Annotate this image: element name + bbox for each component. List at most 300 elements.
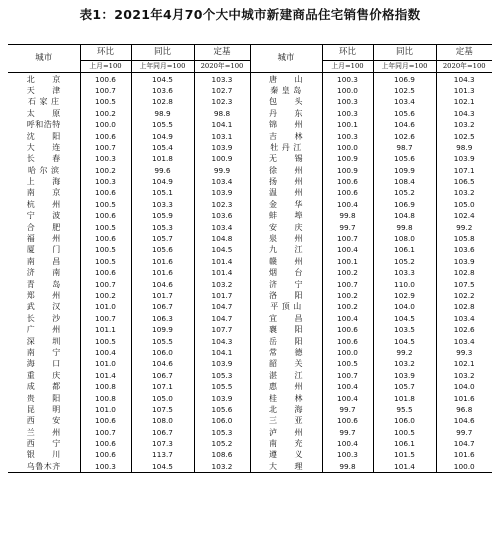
right-city-cell: 惠 州	[250, 381, 322, 392]
left-base-cell: 103.4	[194, 221, 250, 232]
left-city-cell: 青 岛	[26, 279, 61, 289]
left-yoy-cell: 104.5	[131, 461, 194, 473]
table-row	[8, 278, 492, 289]
right-city-cell: 唐 山	[250, 73, 322, 85]
right-mom-cell: 100.7	[322, 370, 373, 381]
right-city-cell: 蚌 埠	[250, 210, 322, 221]
left-mom-cell: 100.7	[80, 85, 131, 96]
right-mom-cell: 100.2	[322, 267, 373, 278]
left-city-cell: 合 肥	[26, 222, 61, 232]
header-yoy: 同比	[131, 45, 194, 61]
right-mom-cell: 100.6	[322, 176, 373, 187]
left-base-cell: 103.6	[194, 210, 250, 221]
right-base-cell: 101.6	[436, 392, 492, 403]
left-base-cell: 105.5	[194, 381, 250, 392]
left-yoy-cell: 106.7	[131, 370, 194, 381]
left-mom-cell: 100.6	[80, 233, 131, 244]
left-city-cell: 太 原	[26, 108, 61, 118]
header-city: 城市	[8, 45, 80, 73]
table-row	[8, 165, 492, 176]
left-yoy-cell: 103.3	[131, 199, 194, 210]
left-base-cell: 106.0	[194, 415, 250, 426]
table-row	[8, 256, 492, 267]
right-base-cell: 103.9	[436, 153, 492, 164]
right-mom-cell: 100.7	[322, 233, 373, 244]
right-city-cell: 桂 林	[250, 392, 322, 403]
right-yoy-cell: 104.5	[373, 313, 436, 324]
left-city-cell: 石 家 庄	[27, 97, 60, 107]
right-mom-cell: 100.3	[322, 96, 373, 107]
left-yoy-cell: 106.0	[131, 347, 194, 358]
table-row	[8, 73, 492, 85]
right-base-cell: 102.4	[436, 210, 492, 221]
left-mom-cell: 100.6	[80, 267, 131, 278]
table-title: 表1：2021年4月70个大中城市新建商品住宅销售价格指数	[79, 7, 421, 22]
right-city-cell: 无 锡	[250, 153, 322, 164]
left-base-cell: 103.9	[194, 142, 250, 153]
left-yoy-cell: 105.5	[131, 335, 194, 346]
left-city-cell: 福 州	[26, 234, 61, 244]
right-yoy-cell: 106.9	[373, 73, 436, 85]
right-city-cell: 金 华	[250, 199, 322, 210]
left-base-cell: 101.4	[194, 267, 250, 278]
right-city-cell: 徐 州	[250, 165, 322, 176]
right-yoy-cell: 110.0	[373, 278, 436, 289]
right-base-cell: 103.2	[436, 370, 492, 381]
left-base-cell: 103.2	[194, 461, 250, 473]
right-base-cell: 101.6	[436, 449, 492, 460]
left-yoy-cell: 101.6	[131, 267, 194, 278]
left-base-cell: 104.5	[194, 244, 250, 255]
right-mom-cell: 100.4	[322, 244, 373, 255]
right-yoy-cell: 106.0	[373, 415, 436, 426]
table-row	[8, 267, 492, 278]
right-city-cell: 九 江	[250, 244, 322, 255]
left-city-cell: 乌鲁木齐	[8, 461, 80, 473]
left-mom-cell: 100.5	[80, 199, 131, 210]
right-city-cell: 北 海	[250, 404, 322, 415]
table-row	[8, 153, 492, 164]
left-city-cell: 成 都	[26, 382, 61, 392]
left-mom-cell: 100.7	[80, 142, 131, 153]
left-city-cell: 兰 州	[26, 427, 61, 437]
right-base-cell: 101.3	[436, 85, 492, 96]
right-mom-cell: 100.2	[322, 301, 373, 312]
right-mom-cell: 100.3	[322, 449, 373, 460]
left-base-cell: 104.7	[194, 313, 250, 324]
right-base-cell: 96.8	[436, 404, 492, 415]
right-base-cell: 98.9	[436, 142, 492, 153]
left-mom-cell: 100.6	[80, 438, 131, 449]
left-city-cell: 大 连	[26, 142, 61, 152]
table-row	[8, 130, 492, 141]
left-yoy-cell: 104.6	[131, 278, 194, 289]
left-city-cell: 银 川	[26, 450, 61, 460]
left-city-cell: 深 圳	[26, 336, 61, 346]
right-base-cell: 103.2	[436, 119, 492, 130]
left-yoy-cell: 106.7	[131, 427, 194, 438]
table-row	[8, 142, 492, 153]
right-yoy-cell: 104.0	[373, 301, 436, 312]
left-city-cell: 宁 波	[26, 211, 61, 221]
right-city-cell: 赣 州	[250, 256, 322, 267]
right-base-cell: 105.0	[436, 199, 492, 210]
header-city: 城市	[250, 45, 322, 73]
left-yoy-cell: 105.1	[131, 187, 194, 198]
table-row	[8, 96, 492, 107]
left-yoy-cell: 101.8	[131, 153, 194, 164]
right-mom-cell: 100.5	[322, 358, 373, 369]
left-yoy-cell: 105.3	[131, 221, 194, 232]
right-mom-cell: 100.4	[322, 392, 373, 403]
left-base-cell: 104.1	[194, 347, 250, 358]
left-city-cell: 重 庆	[26, 370, 61, 380]
left-yoy-cell: 107.5	[131, 404, 194, 415]
left-base-cell: 103.4	[194, 176, 250, 187]
left-yoy-cell: 104.9	[131, 176, 194, 187]
left-mom-cell: 101.0	[80, 404, 131, 415]
left-yoy-cell: 105.6	[131, 244, 194, 255]
right-base-cell: 102.1	[436, 358, 492, 369]
left-yoy-cell: 101.7	[131, 290, 194, 301]
table-row	[8, 244, 492, 255]
right-yoy-cell: 105.6	[373, 153, 436, 164]
right-yoy-cell: 99.8	[373, 221, 436, 232]
left-base-cell: 101.4	[194, 256, 250, 267]
table-row	[8, 404, 492, 415]
right-yoy-cell: 106.1	[373, 438, 436, 449]
left-mom-cell: 100.6	[80, 210, 131, 221]
right-base-cell: 104.3	[436, 108, 492, 119]
left-base-cell: 103.9	[194, 358, 250, 369]
header-mom: 环比	[80, 45, 131, 61]
left-mom-cell: 100.3	[80, 176, 131, 187]
right-base-cell: 102.6	[436, 324, 492, 335]
left-city-cell: 杭 州	[26, 199, 61, 209]
left-mom-cell: 100.5	[80, 96, 131, 107]
right-yoy-cell: 109.9	[373, 165, 436, 176]
table-row	[8, 108, 492, 119]
left-base-cell: 102.7	[194, 85, 250, 96]
header-row	[8, 45, 492, 61]
left-mom-cell: 100.2	[80, 290, 131, 301]
left-yoy-cell: 98.9	[131, 108, 194, 119]
left-mom-cell: 100.8	[80, 381, 131, 392]
right-base-cell: 105.8	[436, 233, 492, 244]
left-yoy-cell: 105.7	[131, 233, 194, 244]
header-base: 定基	[194, 45, 250, 61]
price-index-table	[8, 44, 492, 473]
right-mom-cell: 100.4	[322, 199, 373, 210]
right-yoy-cell: 103.4	[373, 96, 436, 107]
right-base-cell: 102.1	[436, 96, 492, 107]
right-yoy-cell: 104.6	[373, 119, 436, 130]
left-base-cell: 103.9	[194, 392, 250, 403]
left-base-cell: 107.7	[194, 324, 250, 335]
subheader-base: 2020年=100	[436, 61, 492, 73]
right-base-cell: 107.1	[436, 165, 492, 176]
left-base-cell: 102.3	[194, 199, 250, 210]
right-base-cell: 103.6	[436, 244, 492, 255]
right-base-cell: 103.9	[436, 256, 492, 267]
left-yoy-cell: 109.9	[131, 324, 194, 335]
left-base-cell: 104.1	[194, 119, 250, 130]
left-base-cell: 100.9	[194, 153, 250, 164]
right-mom-cell: 99.7	[322, 427, 373, 438]
left-city-cell: 济 南	[26, 268, 61, 278]
left-mom-cell: 101.0	[80, 358, 131, 369]
left-mom-cell: 100.2	[80, 165, 131, 176]
table-row	[8, 370, 492, 381]
right-mom-cell: 100.1	[322, 256, 373, 267]
left-mom-cell: 100.6	[80, 449, 131, 460]
left-yoy-cell: 105.5	[131, 119, 194, 130]
right-base-cell: 102.8	[436, 301, 492, 312]
right-city-cell: 三 亚	[250, 415, 322, 426]
right-base-cell: 104.6	[436, 415, 492, 426]
table-row	[8, 381, 492, 392]
table-row	[8, 358, 492, 369]
left-base-cell: 102.3	[194, 96, 250, 107]
left-yoy-cell: 104.9	[131, 130, 194, 141]
left-mom-cell: 100.6	[80, 415, 131, 426]
right-mom-cell: 100.4	[322, 381, 373, 392]
subheader-mom: 上月=100	[322, 61, 373, 73]
table-row	[8, 221, 492, 232]
right-yoy-cell: 103.5	[373, 324, 436, 335]
right-city-cell: 泸 州	[250, 427, 322, 438]
right-base-cell: 107.5	[436, 278, 492, 289]
table-row	[8, 176, 492, 187]
table-row	[8, 438, 492, 449]
left-city-cell: 呼和浩特	[26, 120, 61, 130]
left-mom-cell: 100.0	[80, 119, 131, 130]
left-city-cell: 贵 阳	[26, 393, 61, 403]
right-yoy-cell: 105.6	[373, 108, 436, 119]
right-mom-cell: 99.8	[322, 461, 373, 473]
left-yoy-cell: 103.6	[131, 85, 194, 96]
right-city-cell: 包 头	[250, 96, 322, 107]
right-yoy-cell: 103.3	[373, 267, 436, 278]
right-mom-cell: 100.4	[322, 313, 373, 324]
right-mom-cell: 100.6	[322, 324, 373, 335]
left-base-cell: 105.3	[194, 370, 250, 381]
subheader-mom: 上月=100	[80, 61, 131, 73]
right-yoy-cell: 98.7	[373, 142, 436, 153]
left-mom-cell: 100.3	[80, 461, 131, 473]
left-yoy-cell: 106.3	[131, 313, 194, 324]
right-mom-cell: 100.4	[322, 438, 373, 449]
left-yoy-cell: 113.7	[131, 449, 194, 460]
right-yoy-cell: 105.2	[373, 187, 436, 198]
table-row	[8, 427, 492, 438]
left-city-cell: 郑 州	[26, 291, 61, 300]
left-mom-cell: 100.5	[80, 244, 131, 255]
right-yoy-cell: 100.5	[373, 427, 436, 438]
right-city-cell: 常 德	[250, 347, 322, 358]
right-mom-cell: 99.8	[322, 210, 373, 221]
right-city-cell: 南 充	[250, 438, 322, 449]
right-mom-cell: 99.7	[322, 404, 373, 415]
left-base-cell: 98.8	[194, 108, 250, 119]
right-mom-cell: 100.9	[322, 165, 373, 176]
right-mom-cell: 100.1	[322, 119, 373, 130]
left-mom-cell: 100.7	[80, 427, 131, 438]
right-city-cell: 大 理	[250, 461, 322, 473]
right-base-cell: 99.2	[436, 221, 492, 232]
left-yoy-cell: 105.9	[131, 210, 194, 221]
table-row	[8, 119, 492, 130]
right-base-cell: 103.2	[436, 187, 492, 198]
right-city-cell: 湛 江	[250, 370, 322, 381]
right-base-cell: 102.5	[436, 130, 492, 141]
right-mom-cell: 100.0	[322, 142, 373, 153]
right-yoy-cell: 106.9	[373, 199, 436, 210]
left-city-cell: 天 津	[26, 85, 61, 95]
right-city-cell: 秦 皇 岛	[250, 85, 322, 96]
left-mom-cell: 100.8	[80, 392, 131, 403]
left-mom-cell: 100.3	[80, 153, 131, 164]
left-mom-cell: 101.1	[80, 324, 131, 335]
right-mom-cell: 100.0	[322, 85, 373, 96]
left-base-cell: 104.3	[194, 335, 250, 346]
left-base-cell: 108.6	[194, 449, 250, 460]
right-yoy-cell: 105.7	[373, 381, 436, 392]
right-city-cell: 宜 昌	[250, 313, 322, 324]
right-mom-cell: 100.9	[322, 153, 373, 164]
left-city-cell: 南 京	[26, 188, 61, 198]
right-city-cell: 锦 州	[250, 119, 322, 130]
table-row	[8, 415, 492, 426]
right-yoy-cell: 102.5	[373, 85, 436, 96]
right-mom-cell: 100.6	[322, 415, 373, 426]
right-base-cell: 99.3	[436, 347, 492, 358]
right-city-cell: 岳 阳	[250, 335, 322, 346]
left-yoy-cell: 107.3	[131, 438, 194, 449]
header-mom: 环比	[322, 45, 373, 61]
right-city-cell: 温 州	[250, 187, 322, 198]
left-mom-cell: 100.5	[80, 221, 131, 232]
table-row	[8, 301, 492, 312]
left-base-cell: 103.1	[194, 130, 250, 141]
right-city-cell: 平 顶 山	[250, 301, 322, 312]
left-base-cell: 101.7	[194, 290, 250, 301]
left-base-cell: 103.2	[194, 278, 250, 289]
right-yoy-cell: 101.4	[373, 461, 436, 473]
right-city-cell: 济 宁	[250, 278, 322, 289]
right-base-cell: 103.4	[436, 313, 492, 324]
left-city-cell: 哈 尔 滨	[27, 165, 60, 175]
left-base-cell: 105.3	[194, 427, 250, 438]
right-base-cell: 100.0	[436, 461, 492, 473]
right-yoy-cell: 105.2	[373, 256, 436, 267]
right-mom-cell: 99.7	[322, 221, 373, 232]
left-yoy-cell: 108.0	[131, 415, 194, 426]
right-yoy-cell: 106.1	[373, 244, 436, 255]
right-yoy-cell: 95.5	[373, 404, 436, 415]
left-base-cell: 99.9	[194, 165, 250, 176]
table-row	[8, 187, 492, 198]
left-city-cell: 广 州	[26, 325, 61, 335]
left-city-cell: 武 汉	[26, 302, 61, 312]
left-yoy-cell: 104.5	[131, 73, 194, 85]
left-yoy-cell: 105.0	[131, 392, 194, 403]
right-city-cell: 泉 州	[250, 233, 322, 244]
left-city-cell: 西 安	[26, 416, 61, 426]
left-city-cell: 昆 明	[26, 404, 61, 414]
right-city-cell: 牡 丹 江	[250, 142, 322, 153]
left-city-cell: 长 春	[26, 154, 61, 164]
right-yoy-cell: 104.8	[373, 210, 436, 221]
right-city-cell: 安 庆	[250, 221, 322, 232]
left-base-cell: 103.9	[194, 187, 250, 198]
left-mom-cell: 100.6	[80, 73, 131, 85]
left-yoy-cell: 102.8	[131, 96, 194, 107]
right-base-cell: 104.3	[436, 73, 492, 85]
left-mom-cell: 100.5	[80, 335, 131, 346]
left-mom-cell: 100.6	[80, 187, 131, 198]
right-base-cell: 104.7	[436, 438, 492, 449]
left-city-cell: 北 京	[26, 74, 61, 84]
right-yoy-cell: 99.2	[373, 347, 436, 358]
right-city-cell: 扬 州	[250, 176, 322, 187]
left-mom-cell: 101.0	[80, 301, 131, 312]
right-city-cell: 丹 东	[250, 108, 322, 119]
left-city-cell: 上 海	[26, 177, 61, 187]
right-mom-cell: 100.3	[322, 108, 373, 119]
left-city-cell: 西 宁	[26, 439, 61, 449]
right-mom-cell: 100.3	[322, 130, 373, 141]
left-yoy-cell: 106.7	[131, 301, 194, 312]
left-yoy-cell: 104.6	[131, 358, 194, 369]
left-city-cell: 海 口	[26, 359, 61, 369]
right-base-cell: 102.8	[436, 267, 492, 278]
right-city-cell: 襄 阳	[250, 324, 322, 335]
left-city-cell: 沈 阳	[26, 131, 61, 141]
left-city-cell: 南 宁	[26, 347, 61, 357]
left-mom-cell: 100.6	[80, 130, 131, 141]
right-yoy-cell: 103.2	[373, 358, 436, 369]
right-city-cell: 韶 关	[250, 358, 322, 369]
left-yoy-cell: 105.4	[131, 142, 194, 153]
left-base-cell: 105.2	[194, 438, 250, 449]
subheader-base: 2020年=100	[194, 61, 250, 73]
subheader-yoy: 上年同月=100	[373, 61, 436, 73]
right-mom-cell: 100.6	[322, 187, 373, 198]
right-city-cell: 吉 林	[250, 130, 322, 141]
left-mom-cell: 100.7	[80, 313, 131, 324]
left-mom-cell: 100.2	[80, 108, 131, 119]
right-yoy-cell: 102.6	[373, 130, 436, 141]
left-yoy-cell: 107.1	[131, 381, 194, 392]
right-mom-cell: 100.6	[322, 335, 373, 346]
table-row	[8, 449, 492, 460]
right-city-cell: 遵 义	[250, 449, 322, 460]
right-mom-cell: 100.7	[322, 278, 373, 289]
right-base-cell: 102.2	[436, 290, 492, 301]
table-row	[8, 313, 492, 324]
header-base: 定基	[436, 45, 492, 61]
table-row	[8, 199, 492, 210]
left-mom-cell: 100.5	[80, 256, 131, 267]
left-yoy-cell: 99.6	[131, 165, 194, 176]
left-city-cell: 厦 门	[26, 245, 61, 255]
subheader-yoy: 上年同月=100	[131, 61, 194, 73]
left-mom-cell: 100.7	[80, 278, 131, 289]
left-base-cell: 103.3	[194, 73, 250, 85]
left-base-cell: 104.8	[194, 233, 250, 244]
table-row	[8, 290, 492, 301]
